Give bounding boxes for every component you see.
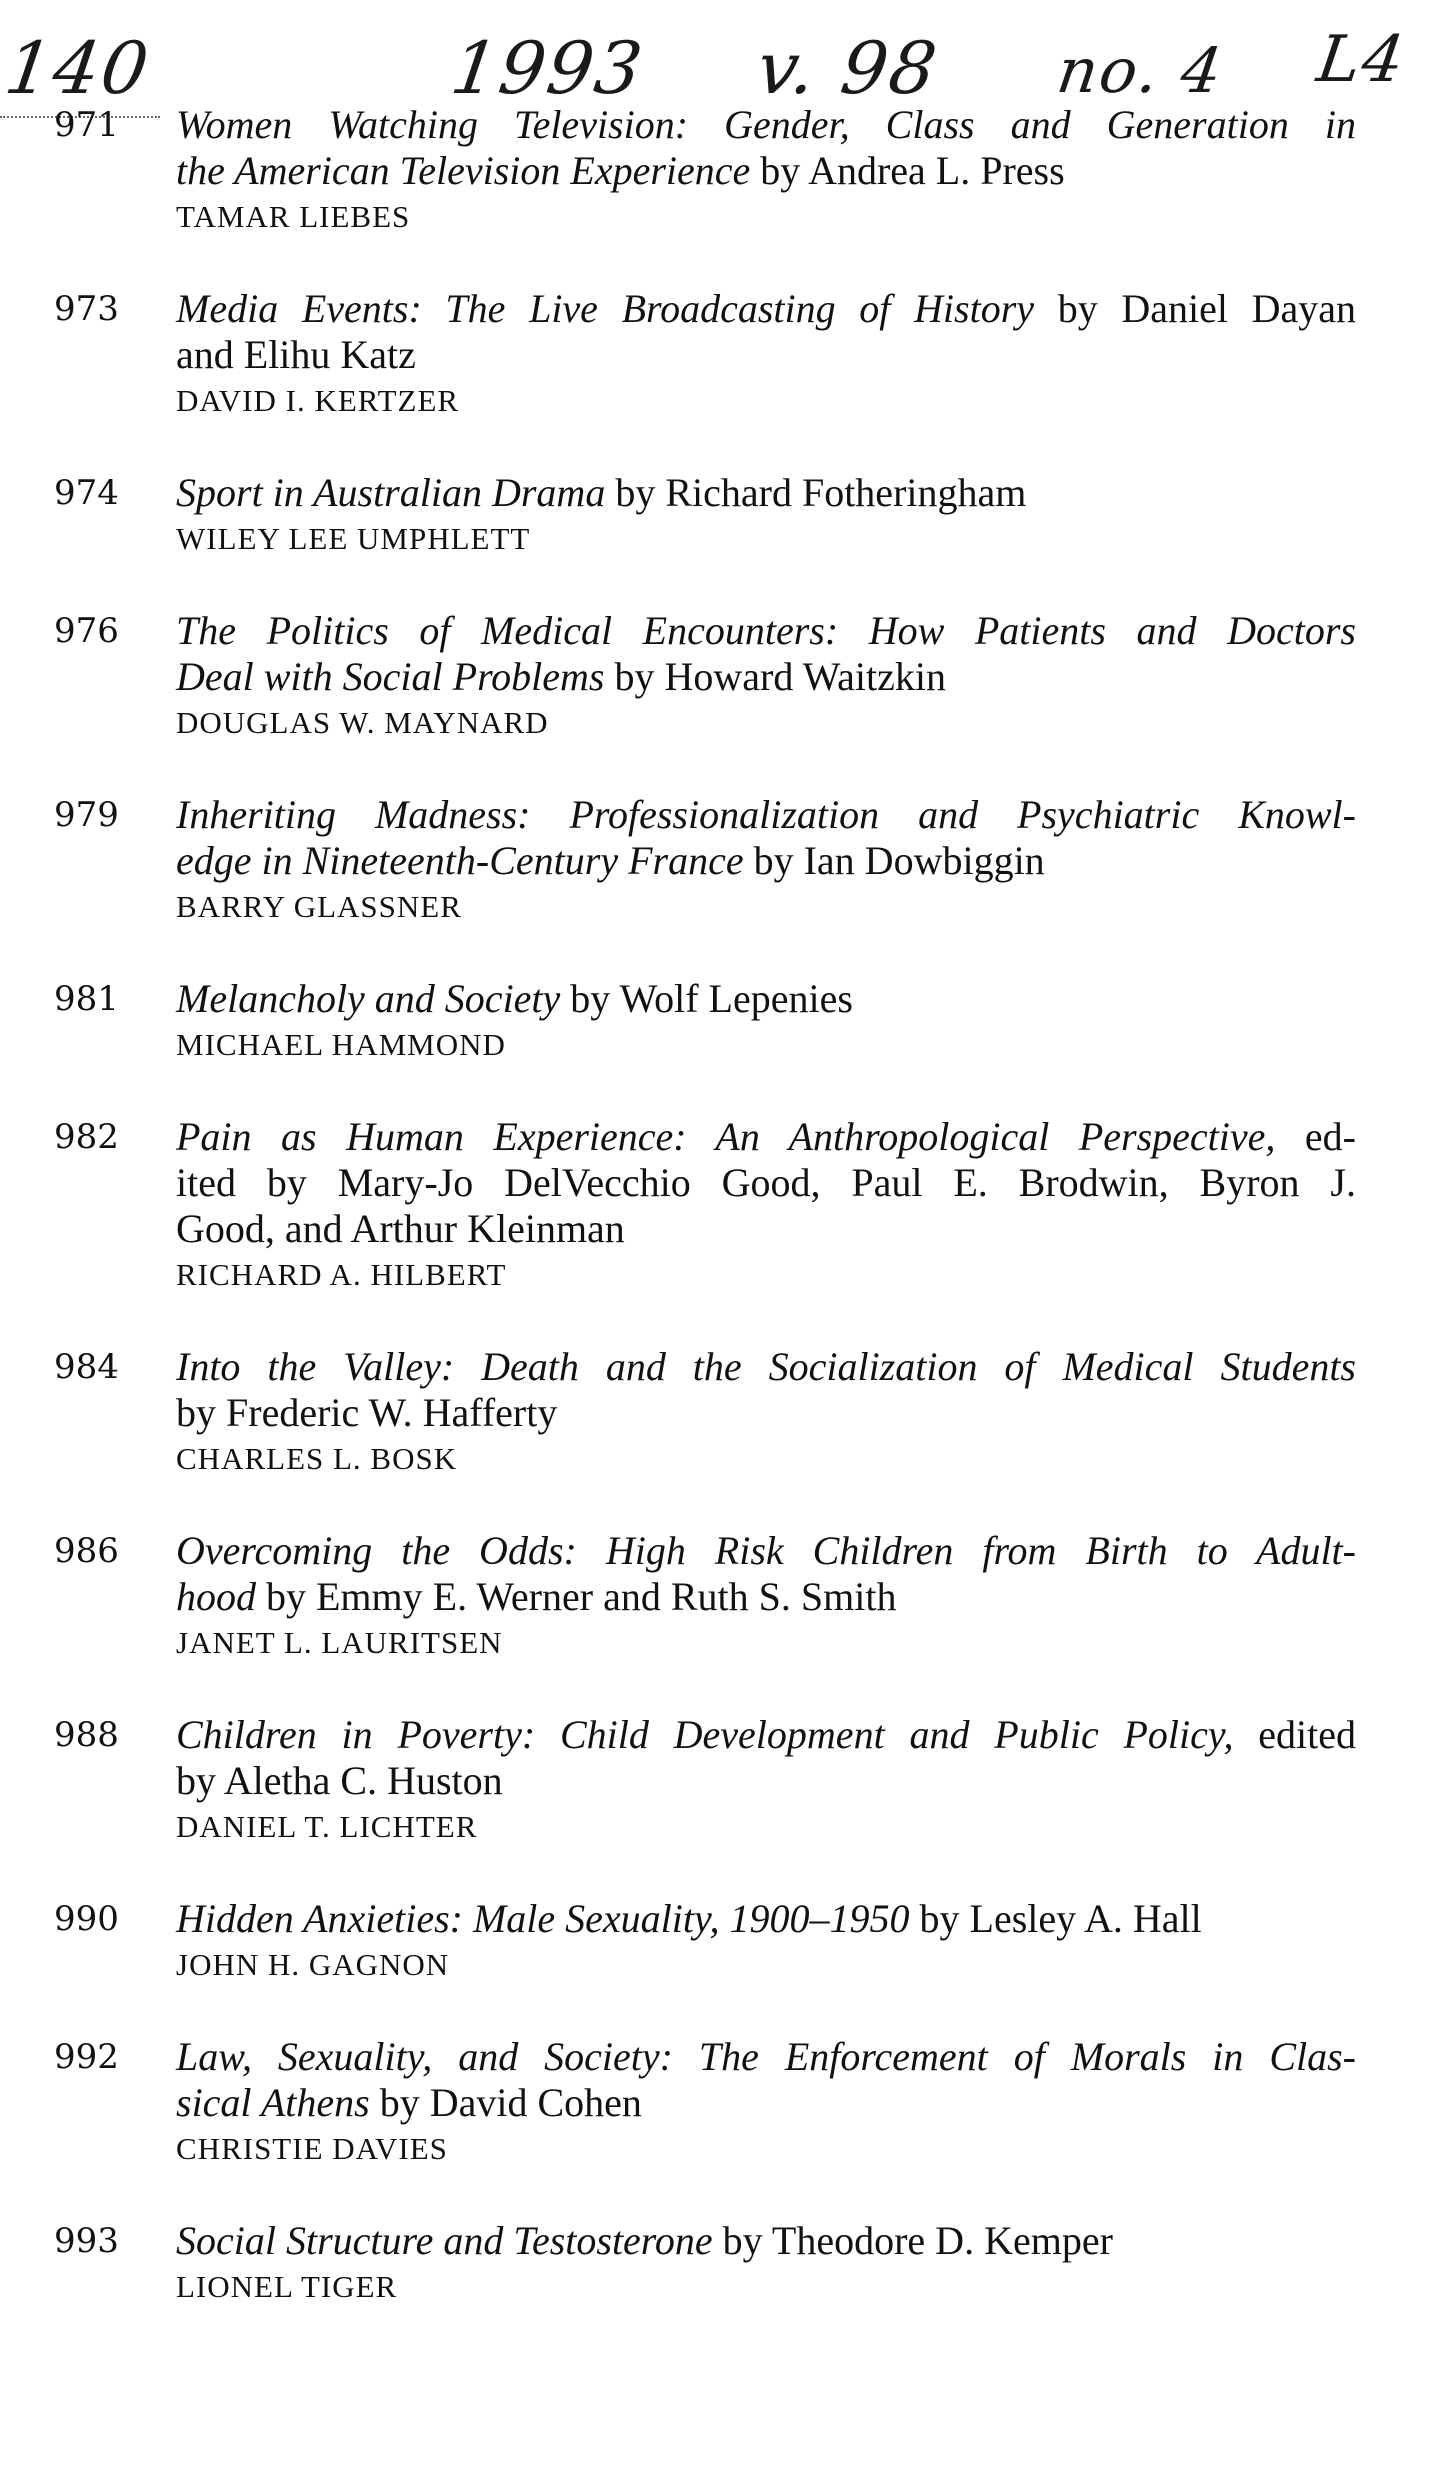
author-credit: by Andrea L. Press	[750, 148, 1065, 193]
author-credit: by Lesley A. Hall	[909, 1896, 1202, 1941]
reviewer-name: RICHARD A. HILBERT	[176, 1257, 507, 1292]
citation-line	[176, 2218, 1356, 2264]
reviewer-name: CHRISTIE DAVIES	[176, 2131, 448, 2166]
citation-line	[176, 1390, 1356, 1436]
citation-line	[176, 976, 1356, 1022]
reviewer-name: WILEY LEE UMPHLETT	[176, 521, 531, 556]
page-number: 992	[54, 2037, 119, 2077]
page-number: 986	[54, 1531, 119, 1571]
entry-body	[176, 2034, 1356, 2172]
author-credit: by Daniel Dayan	[1034, 286, 1357, 331]
author-credit: by Emmy E. Werner and Ruth S. Smith	[256, 1574, 897, 1619]
reviewer-name: JOHN H. GAGNON	[176, 1947, 450, 1982]
book-title: Hidden Anxieties: Male Sexuality, 1900–1950	[176, 1896, 910, 1941]
page-number: 973	[54, 289, 119, 329]
citation-line	[176, 1114, 1356, 1160]
reviewer-name: DOUGLAS W. MAYNARD	[176, 705, 549, 740]
citation-line	[176, 1160, 1356, 1206]
entry-body	[176, 1344, 1356, 1482]
author-credit: and Elihu Katz	[176, 332, 416, 377]
book-title: Media Events: The Live Broadcasting of History	[176, 286, 1035, 331]
author-credit: ed-	[1275, 1114, 1356, 1159]
citation-line	[176, 654, 1356, 700]
entry-body	[176, 608, 1356, 746]
entry-body	[176, 976, 1356, 1068]
handwritten-code: L4	[1312, 23, 1411, 97]
reviewer-name: TAMAR LIEBES	[176, 199, 411, 234]
reviewer-name: MICHAEL HAMMOND	[176, 1027, 506, 1062]
citation-line	[176, 1712, 1356, 1758]
handwritten-annotation	[0, 18, 1437, 108]
author-credit: by Richard Fotheringham	[605, 470, 1027, 515]
reviewer-name: CHARLES L. BOSK	[176, 1441, 458, 1476]
page-number: 982	[54, 1117, 119, 1157]
author-credit: by David Cohen	[369, 2080, 642, 2125]
handwritten-volume: v. 98	[752, 26, 944, 110]
entry-body	[176, 1712, 1356, 1850]
author-credit: by Howard Waitzkin	[604, 654, 947, 699]
handwritten-issue: no. 4	[1052, 34, 1229, 107]
author-credit: by Ian Dowbiggin	[743, 838, 1045, 883]
page-number: 990	[54, 1899, 119, 1939]
citation-line	[176, 1344, 1356, 1390]
handwritten-year: 1993	[446, 26, 650, 110]
citation-line	[176, 1896, 1356, 1942]
citation-line	[176, 286, 1356, 332]
page-number: 971	[54, 105, 119, 145]
author-credit: by Frederic W. Hafferty	[176, 1390, 558, 1435]
book-title: Into the Valley: Death and the Socialization of Medical Students	[176, 1344, 1356, 1389]
page-number: 981	[54, 979, 119, 1019]
citation-line	[176, 792, 1356, 838]
entry-body	[176, 470, 1356, 562]
book-title: Melancholy and Society	[176, 976, 561, 1021]
book-title: Inheriting Madness: Professionalization and Psychiatric Knowl-	[176, 792, 1356, 837]
handwritten-call-number: 140	[0, 26, 156, 110]
book-title: The Politics of Medical Encounters: How Patients and Doctors	[176, 608, 1356, 653]
citation-line	[176, 1574, 1356, 1620]
citation-line	[176, 838, 1356, 884]
book-title: Sport in Australian Drama	[176, 470, 606, 515]
book-title: Deal with Social Problems	[176, 654, 605, 699]
citation-line	[176, 1206, 1356, 1252]
page-number: 974	[54, 473, 119, 513]
author-credit: ited by Mary-Jo DelVecchio Good, Paul E. Brodwin, Byron J.	[176, 1160, 1356, 1205]
reviewer-name: JANET L. LAURITSEN	[176, 1625, 503, 1660]
book-title: Law, Sexuality, and Society: The Enforcement of Morals in Clas-	[176, 2034, 1356, 2079]
entry-body	[176, 1528, 1356, 1666]
citation-line	[176, 1528, 1356, 1574]
author-credit: by Wolf Lepenies	[560, 976, 853, 1021]
book-title: Pain as Human Experience: An Anthropological Perspective,	[176, 1114, 1276, 1159]
entry-body	[176, 2218, 1356, 2310]
book-title: Overcoming the Odds: High Risk Children from Birth to Adult-	[176, 1528, 1356, 1573]
entry-body	[176, 1114, 1356, 1298]
entry-body	[176, 1896, 1356, 1988]
entry-body	[176, 102, 1356, 240]
reviewer-name: LIONEL TIGER	[176, 2269, 398, 2304]
author-credit: Good, and Arthur Kleinman	[176, 1206, 625, 1251]
page-number: 979	[54, 795, 119, 835]
reviewer-name: DAVID I. KERTZER	[176, 383, 460, 418]
book-title: sical Athens	[176, 2080, 370, 2125]
entry-body	[176, 286, 1356, 424]
citation-line	[176, 608, 1356, 654]
reviewer-name: DANIEL T. LICHTER	[176, 1809, 478, 1844]
citation-line	[176, 332, 1356, 378]
author-credit: edited	[1233, 1712, 1356, 1757]
book-title: edge in Nineteenth-Century France	[176, 838, 744, 883]
book-title: hood	[176, 1574, 256, 1619]
reviewer-name: BARRY GLASSNER	[176, 889, 462, 924]
book-title: Women Watching Television: Gender, Class and Generation in	[176, 102, 1356, 147]
book-title: Social Structure and Testosterone	[176, 2218, 713, 2263]
page-number: 993	[54, 2221, 119, 2261]
author-credit: by Theodore D. Kemper	[712, 2218, 1113, 2263]
book-title: the American Television Experience	[176, 148, 751, 193]
citation-line	[176, 2080, 1356, 2126]
page-number: 988	[54, 1715, 119, 1755]
author-credit: by Aletha C. Huston	[176, 1758, 503, 1803]
citation-line	[176, 2034, 1356, 2080]
citation-line	[176, 1758, 1356, 1804]
citation-line	[176, 102, 1356, 148]
citation-line	[176, 470, 1356, 516]
page-number: 984	[54, 1347, 119, 1387]
page-number: 976	[54, 611, 119, 651]
citation-line	[176, 148, 1356, 194]
entry-body	[176, 792, 1356, 930]
book-title: Children in Poverty: Child Development and Public Policy,	[176, 1712, 1234, 1757]
